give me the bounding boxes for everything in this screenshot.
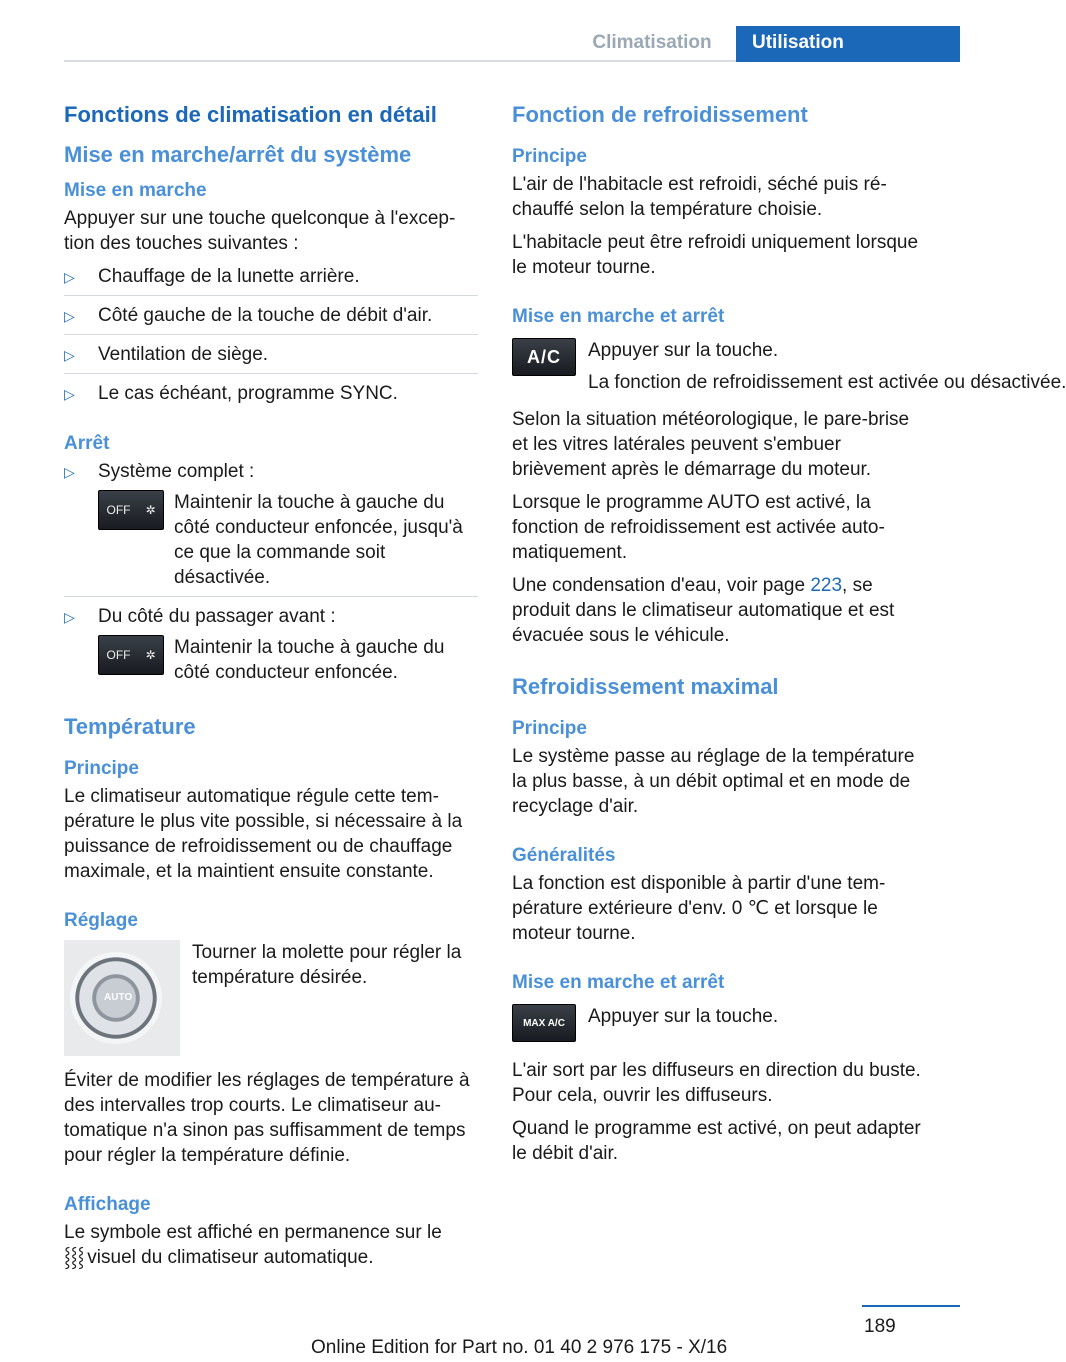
onoff-heading: Mise en marche/arrêt du système: [64, 142, 412, 167]
display-text: Le symbole est affiché en permanence sur le ⸾⸾⸾ visuel du climatiseur automatique.: [64, 1222, 442, 1268]
max-press: Appuyer sur la touche.: [588, 1006, 779, 1027]
list-item: ▷ Chauffage de la lunette arrière.: [64, 264, 478, 296]
temp-principle-text: Le climatiseur automatique régule cette température le plus vite possible, si nécessaire à la puissance de refroidissement ou de chauffage maximale, et la maintient ensuite constante.: [64, 786, 463, 882]
page-link[interactable]: 223: [810, 575, 843, 596]
on-text: Appuyer sur une touche quelconque à l'exception des touches suivantes :: [64, 208, 456, 254]
triangle-bullet-icon: ▷: [64, 347, 75, 363]
temperature-heading: Température: [64, 714, 196, 739]
cool-press: Appuyer sur la touche. La fonction de refroidissement est activée ou désactivée.: [588, 340, 1066, 393]
header-chapter: Utilisation: [736, 26, 960, 62]
cooling-heading: Fonction de refroidissement: [512, 102, 808, 127]
list-item: ▷ Ventilation de siège.: [64, 342, 478, 374]
off-list: [64, 459, 478, 691]
ac-key-icon: A/C: [512, 338, 576, 376]
cool-weather: Selon la situation météorologique, le pare-brise et les vitres latérales peuvent s'embuer brièvement après le démarrage du moteur.: [512, 409, 910, 480]
fan-off-key-icon: OFF ✲: [98, 635, 164, 675]
edition-line: Online Edition for Part no. 01 40 2 976 175 - X/16: [311, 1337, 728, 1358]
general-heading: Généralités: [512, 845, 616, 866]
list-item: ▷ Le cas échéant, programme SYNC.: [64, 381, 478, 412]
cool-onoff-heading: Mise en marche et arrêt: [512, 306, 725, 327]
max-onoff-heading: Mise en marche et arrêt: [512, 972, 725, 993]
left-column: [64, 100, 478, 1278]
setting-heading: Réglage: [64, 910, 138, 931]
cooling-symbol-icon: ⸾⸾⸾: [64, 1247, 85, 1268]
triangle-bullet-icon: ▷: [64, 386, 75, 402]
right-column: [512, 100, 1066, 1174]
exception-list: [64, 264, 478, 412]
header-section: Climatisation: [592, 32, 712, 53]
max-adjust: Quand le programme est activé, on peut adapter le débit d'air.: [512, 1118, 921, 1164]
avoid-text: Éviter de modifier les réglages de température à des intervalles trop courts. Le climatiseur automatique n'a sinon pas suffisamment de temps pour régler la température définie.: [64, 1070, 470, 1166]
section-title: Fonctions de climatisation en détail: [64, 102, 437, 127]
cool-principle-heading: Principe: [512, 146, 587, 167]
general-text: La fonction est disponible à partir d'une température extérieure d'env. 0 ℃ et lorsque le moteur tourne.: [512, 873, 886, 944]
display-heading: Affichage: [64, 1194, 151, 1215]
cool-auto: Lorsque le programme AUTO est activé, la fonction de refroidissement est activée automatiquement.: [512, 492, 885, 563]
max-principle-text: Le système passe au réglage de la température la plus basse, à un débit optimal et en mode de recyclage d'air.: [512, 746, 915, 817]
max-ac-key-icon: MAX A/C: [512, 1004, 576, 1042]
fan-off-key-icon: OFF ✲: [98, 490, 164, 530]
cool-principle-1: L'air de l'habitacle est refroidi, séché puis réchauffé selon la température choisie.: [512, 174, 887, 220]
page-number: 189: [864, 1316, 896, 1337]
footer-rule: [862, 1305, 960, 1307]
setting-text: Tourner la molette pour régler la température désirée.: [192, 942, 462, 988]
off-item2-text: Maintenir la touche à gauche du côté conducteur enfoncée.: [174, 637, 445, 683]
list-item: ▷ Du côté du passager avant : OFF ✲ Maintenir la touche à gauche du côté conducteur enfoncée.: [64, 604, 478, 691]
max-cooling-heading: Refroidissement maximal: [512, 674, 779, 699]
triangle-bullet-icon: ▷: [64, 464, 75, 480]
triangle-bullet-icon: ▷: [64, 269, 75, 285]
condensation-text: Une condensation d'eau, voir page 223, se produit dans le climatiseur automatique et est évacuée sous le véhicule.: [512, 575, 895, 646]
max-principle-heading: Principe: [512, 718, 587, 739]
off-heading: Arrêt: [64, 433, 110, 454]
triangle-bullet-icon: ▷: [64, 308, 75, 324]
on-heading: Mise en marche: [64, 180, 207, 201]
temp-principle-heading: Principe: [64, 758, 139, 779]
max-air: L'air sort par les diffuseurs en direction du buste. Pour cela, ouvrir les diffuseurs.: [512, 1060, 921, 1106]
list-item: ▷ Côté gauche de la touche de débit d'air.: [64, 303, 478, 335]
cool-principle-2: L'habitacle peut être refroidi uniquement lorsque le moteur tourne.: [512, 232, 919, 278]
temperature-knob-icon: AUTO: [64, 940, 180, 1056]
list-item: ▷ Système complet : OFF ✲ Maintenir la touche à gauche du côté conducteur enfoncée, jusqu'à ce que la commande soit désactivée.: [64, 459, 478, 597]
off-item1-text: Maintenir la touche à gauche du côté conducteur enfoncée, jusqu'à ce que la commande soit désactivée.: [174, 492, 463, 588]
triangle-bullet-icon: ▷: [64, 609, 75, 625]
